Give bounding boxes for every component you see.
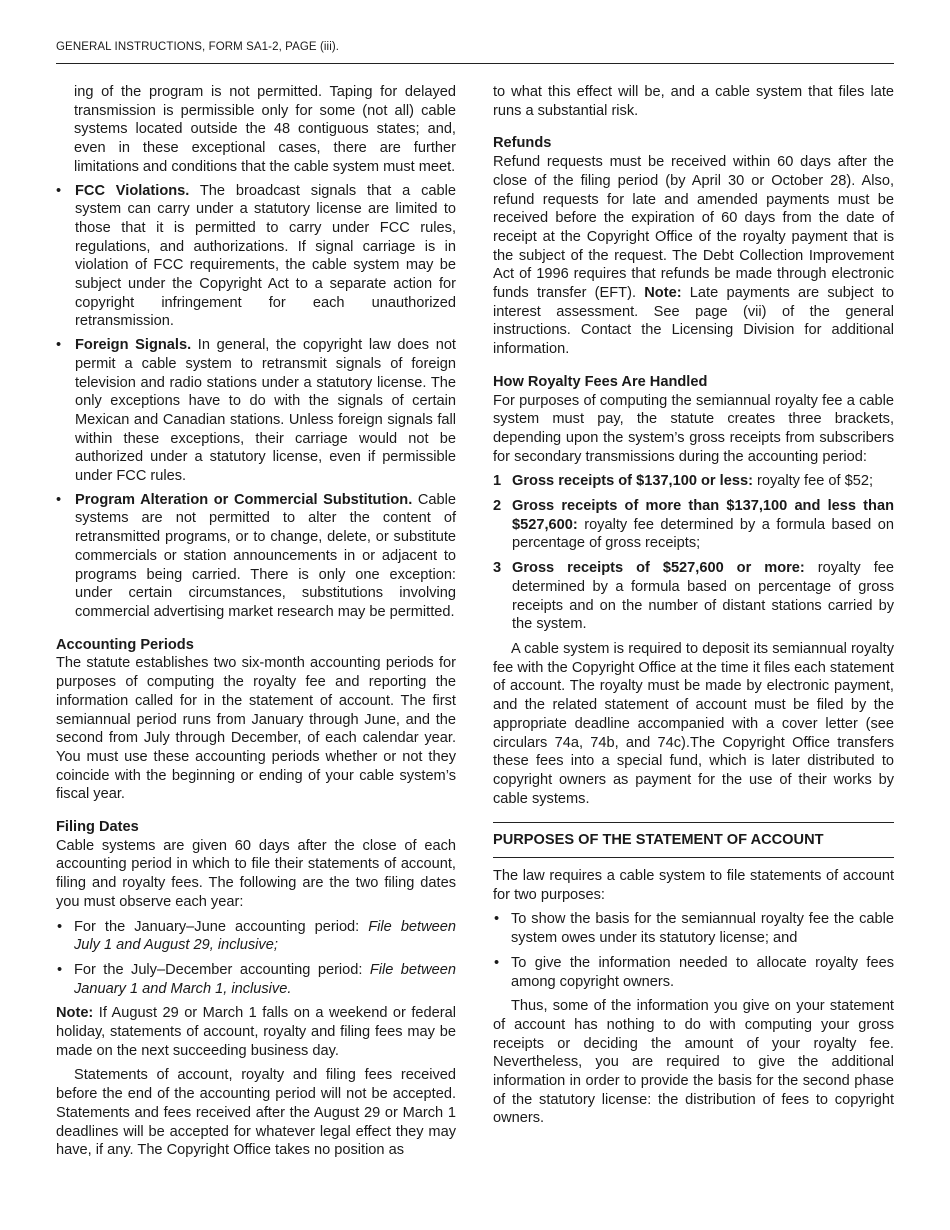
section-title-purposes: PURPOSES OF THE STATEMENT OF ACCOUNT <box>493 832 824 849</box>
bullet-foreign-signals <box>56 336 456 486</box>
item-number: 3 <box>493 560 502 577</box>
filing-dates-text: Cable systems are given 60 days after the close of each accounting period in which to file their statements of account, filing and royalty fees. The following are the two filing dates you must observe each year: <box>56 837 456 910</box>
filing-paragraph: Statements of account, royalty and filing fees received before the end of the accounting period will not be accepted. Statements and fees received after the August 29 or March 1 deadlines will be accepted for whatever legal effect they may have, if any. The Copyright Office takes no position as <box>56 1067 456 1159</box>
continued-paragraph: ing of the program is not permitted. Taping for delayed transmission is permissible only for some (not all) cable systems located outside the 48 contiguous states; and, even in these exceptional cases, there are further limitations and conditions that the cable system must meet. <box>74 84 456 175</box>
bullet-text: FCC Violations. The broadcast signals that a cable system can carry under a statutory license are limited to those that it is permitted to carry under FCC rules, regulations, and authorizations. If signal carriage is in violation of FCC requirements, the cable system may be subject under the Copyright Act to a separate action for copyright infringement for each unauthorized retransmission. <box>75 182 456 330</box>
right-column <box>493 83 894 1128</box>
bullet-dot: • <box>57 918 63 935</box>
item-text: Gross receipts of $137,100 or less: royalty fee of $52; <box>512 473 874 490</box>
bullet-text: For the January–June accounting period: File between July 1 and August 29, inclusive; <box>74 918 456 954</box>
note-label: Note: <box>56 1005 94 1022</box>
purposes-intro: The law requires a cable system to file statements of account for two purposes: <box>493 868 894 903</box>
royalty-fees-text: For purposes of computing the semiannual royalty fee a cable system must pay, the statute creates three brackets, depending upon the system’s gross receipts from subscribers for secondary transmissions during the accounting period: <box>493 392 894 465</box>
bullet-text: For the July–December accounting period: File between January 1 and March 1, inclusive. <box>74 961 456 997</box>
bullet-program-alteration <box>56 491 456 622</box>
item-number: 1 <box>493 473 502 490</box>
bullet-lead: FCC Violations. <box>75 182 190 199</box>
bullet-fcc-violations <box>56 182 456 332</box>
bullet-text: Program Alteration or Commercial Substitution. Cable systems are not permitted to alter the content of retransmitted programs, or to change, delete, or substitute commercials or station announcements in or adjacent to programs being carried. There is only one exception: under certain circumstances, substitutions involving commercial advertising market research may be permitted. <box>75 491 456 620</box>
bullet-text: To give the information needed to allocate royalty fees among copyright owners. <box>511 954 894 990</box>
bullet-dot: • <box>56 182 62 199</box>
heading-royalty-fees: How Royalty Fees Are Handled <box>493 373 708 390</box>
filing-bullet-jan-jun <box>56 918 456 955</box>
header-rule <box>56 63 894 64</box>
filing-bullet-jul-dec <box>56 961 456 998</box>
purposes-paragraph: Thus, some of the information you give on your statement of account has nothing to do with computing your gross receipts or deciding the amount of your royalty fee. Nevertheless, you are required to give the additional information in order to provide the basis for the second phase of the statutory license: the distribution of fees to copyright owners. <box>493 998 894 1127</box>
bullet-lead: Foreign Signals. <box>75 337 192 354</box>
purposes-bullet-2 <box>493 954 894 991</box>
bullet-dot: • <box>56 337 62 354</box>
refunds-text: Refund requests must be received within 60 days after the close of the filing period (by April 30 or October 28). Also, refund requests for late and amended payments must be received before the expiration of 60 days from the date of receipt at the Copyright Office of the royalty payment that is the subject of the request. The Debt Collection Improvement Act of 1996 requires that refunds be made through electronic funds transfer (EFT). Note: Late payments are subject to interest assessment. See page (vii) of the general instructions. Contact the Licensing Division for additional information. <box>493 154 894 358</box>
section-rule-bottom <box>493 857 894 858</box>
continued-paragraph: to what this effect will be, and a cable system that files late runs a substantial risk. <box>493 84 894 119</box>
running-head: GENERAL INSTRUCTIONS, FORM SA1-2, PAGE (iii). <box>56 41 340 53</box>
bullet-dot: • <box>494 954 500 971</box>
accounting-periods-text: The statute establishes two six-month accounting periods for purposes of computing the royalty fee and reporting the information called for in the statement of account. The first semiannual period runs from January through June, and the second from July through December, of each calendar year. You must use these accounting periods whether or not they coincide with the beginning or ending of your cable system’s fiscal year. <box>56 655 456 803</box>
filing-note: Note: If August 29 or March 1 falls on a weekend or federal holiday, statements of account, royalty and filing fees may be made on the next succeeding business day. <box>56 1005 456 1059</box>
bracket-item-2 <box>493 497 894 553</box>
royalty-paragraph: A cable system is required to deposit its semiannual royalty fee with the Copyright Office at the time it files each statement of account. The royalty must be made by electronic payment, and the related statement of account must be filed by the appropriate deadline accompanied with a cover letter (see circulars 74a, 74b, and 74c).The Copyright Office transfers these fees into a special fund, which is later distributed to copyright owners as payment for the use of their works by cable systems. <box>493 640 894 807</box>
note-label: Note: <box>644 285 682 302</box>
bullet-dot: • <box>494 911 500 928</box>
bullet-text: Foreign Signals. In general, the copyright law does not permit a cable system to retransmit signals of foreign television and radio stations under a statutory license. The only exceptions have to do with the signals of certain Mexican and Canadian stations. Unless foreign signals fall within these exceptions, their carriage would not be authorized under a statutory license, even if permissible under FCC rules. <box>75 337 456 485</box>
heading-accounting-periods: Accounting Periods <box>56 636 194 653</box>
left-column <box>56 83 456 1160</box>
bullet-dot: • <box>57 961 63 978</box>
bracket-item-3 <box>493 559 894 634</box>
purposes-bullet-1 <box>493 910 894 947</box>
item-text: Gross receipts of more than $137,100 and less than $527,600: royalty fee determined by a formula based on percentage of gross receipts; <box>512 498 894 552</box>
bracket-item-1 <box>493 472 894 491</box>
heading-refunds: Refunds <box>493 135 552 152</box>
item-text: Gross receipts of $527,600 or more: royalty fee determined by a formula based on percentage of gross receipts and on the number of distant stations carried by the system. <box>512 560 894 633</box>
bullet-dot: • <box>56 491 62 508</box>
bullet-text: To show the basis for the semiannual royalty fee the cable system owes under its statutory license; and <box>511 911 894 947</box>
item-number: 2 <box>493 498 502 515</box>
heading-filing-dates: Filing Dates <box>56 819 139 836</box>
bullet-lead: Program Alteration or Commercial Substitution. <box>75 491 413 508</box>
